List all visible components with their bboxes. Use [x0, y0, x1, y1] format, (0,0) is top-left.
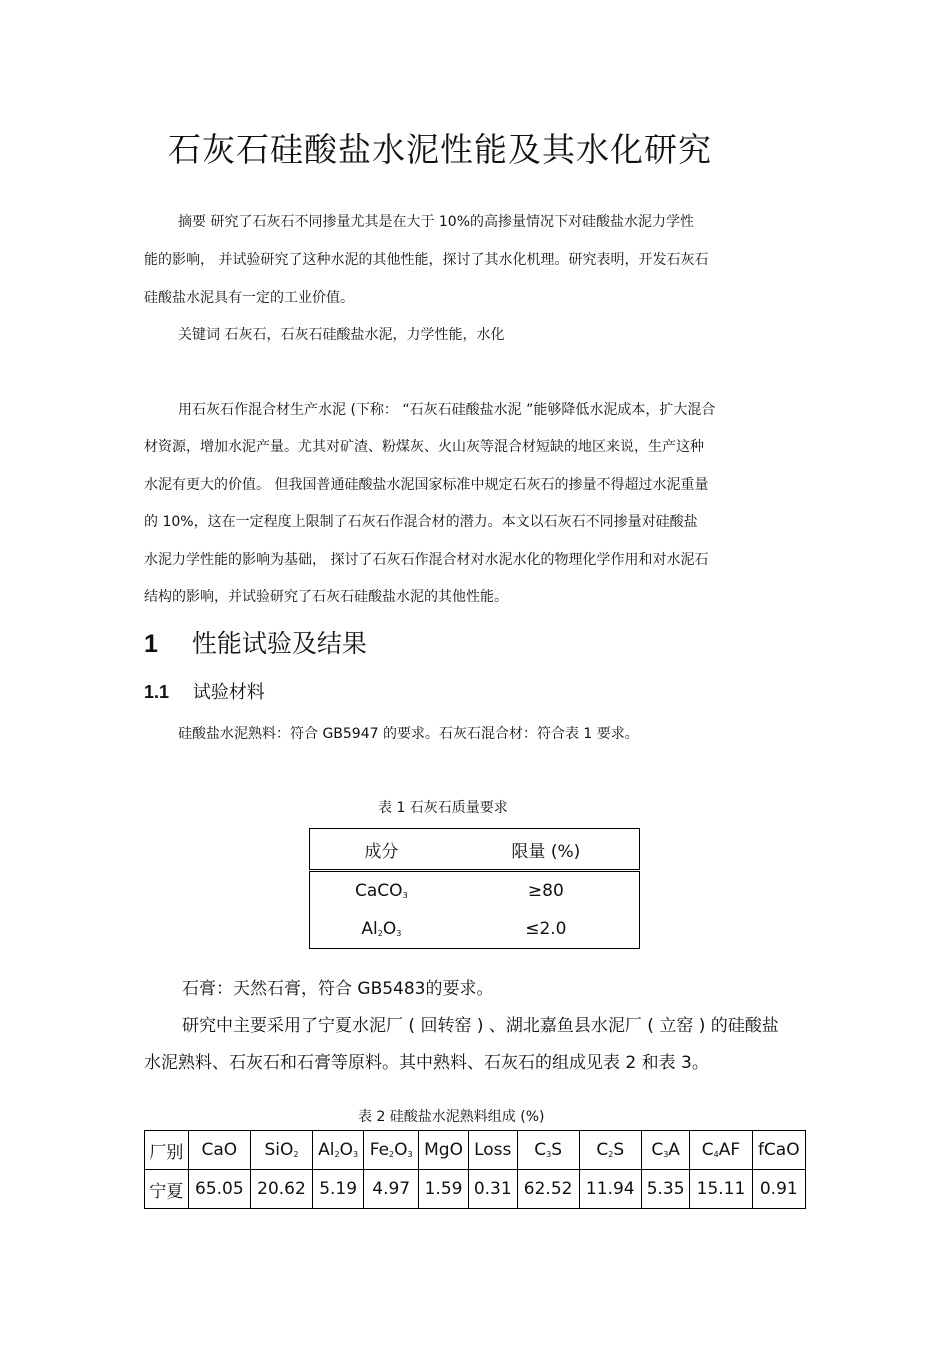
table-2-header-cell: $Fe_2O_3$ — [364, 1131, 419, 1170]
table-2-caption: 表 2 硅酸盐水泥熟料组成 (%) — [358, 1109, 545, 1125]
table-2-header-cell: $C_3S$ — [517, 1131, 579, 1170]
gypsum-text: 石膏：天然石膏，符合 GB5483的要求。 — [182, 979, 494, 999]
paper-title: 石灰石硅酸盐水泥性能及其水化研究 — [168, 130, 712, 169]
table-2-cell: 1.59 — [419, 1170, 469, 1209]
intro-line-2: 材资源，增加水泥产量。尤其对矿渣、粉煤灰、火山灰等混合材短缺的地区来说，生产这种 — [144, 439, 704, 455]
table-2-header-cell: $Al_2O_3$ — [313, 1131, 364, 1170]
table-2-row — [145, 1170, 806, 1209]
table-2-cell: 15.11 — [690, 1170, 752, 1209]
intro-line-1: 用石灰石作混合材生产水泥 (下称： “石灰石硅酸盐水泥 ”能够降低水泥成本，扩大混合 — [178, 402, 716, 418]
table-2-cell: 5.35 — [641, 1170, 690, 1209]
section-1-1-number: 1.1 — [144, 682, 170, 702]
section-1-number: 1 — [144, 630, 158, 658]
table-1-cell: ≤2.0 — [525, 919, 567, 939]
table-2-header-cell: $C_3A$ — [641, 1131, 690, 1170]
table-2-cell: 0.91 — [752, 1170, 805, 1209]
abstract-line-1: 摘要 研究了石灰石不同掺量尤其是在大于 10%的高掺量情况下对硅酸盐水泥力学性 — [178, 214, 695, 230]
research-line-2: 水泥熟料、石灰石和石膏等原料。其中熟料、石灰石的组成见表 2 和表 3。 — [144, 1053, 709, 1073]
materials-text: 硅酸盐水泥熟料：符合 GB5947 的要求。石灰石混合材：符合表 1 要求。 — [178, 726, 639, 742]
abstract-line-2: 能的影响， 并试验研究了这种水泥的其他性能，探讨了其水化机理。研究表明，开发石灰石 — [144, 252, 709, 268]
section-1-1-title: 试验材料 — [192, 682, 265, 703]
keywords: 关键词 石灰石，石灰石硅酸盐水泥，力学性能，水化 — [178, 327, 505, 343]
section-1-1-heading — [144, 681, 265, 704]
table-2-cell: 20.62 — [250, 1170, 312, 1209]
table-2-cell: 62.52 — [517, 1170, 579, 1209]
table-2-header-cell: CaO — [188, 1131, 250, 1170]
table-2-header-row — [145, 1131, 806, 1170]
intro-line-6: 结构的影响，并试验研究了石灰石硅酸盐水泥的其他性能。 — [144, 589, 508, 605]
table-2-cell: 65.05 — [188, 1170, 250, 1209]
intro-line-4: 的 10%，这在一定程度上限制了石灰石作混合材的潜力。本文以石灰石不同掺量对硅酸盐 — [144, 514, 698, 530]
abstract-line-3: 硅酸盐水泥具有一定的工业价值。 — [144, 290, 354, 306]
table-2-cell: 11.94 — [579, 1170, 641, 1209]
table-1-header-cell: 成分 — [310, 829, 453, 871]
intro-line-5: 水泥力学性能的影响为基础， 探讨了石灰石作混合材对水泥水化的物理化学作用和对水泥石 — [144, 552, 709, 568]
table-2-header-cell: $C_2S$ — [579, 1131, 641, 1170]
section-1-title: 性能试验及结果 — [191, 629, 367, 658]
table-1-cell: $Al_2O_3$ — [361, 919, 402, 939]
table-1-row — [310, 871, 640, 911]
research-line-1: 研究中主要采用了宁夏水泥厂 ( 回转窑 ) 、湖北嘉鱼县水泥厂 ( 立窑 ) 的硅酸盐 — [182, 1016, 779, 1036]
table-2-header-cell: MgO — [419, 1131, 469, 1170]
table-1-header-row — [310, 829, 640, 871]
table-1-cell: ≥80 — [527, 881, 564, 901]
table-1-caption: 表 1 石灰石质量要求 — [378, 800, 508, 816]
table-1-cell: CaCO$_3$ — [355, 881, 408, 901]
table-2 — [144, 1130, 806, 1209]
table-1 — [309, 828, 640, 949]
table-2-header-cell: $C_4AF$ — [690, 1131, 752, 1170]
table-2-header-cell: fCaO — [752, 1131, 805, 1170]
table-2-cell: 0.31 — [468, 1170, 517, 1209]
table-1-header-cell: 限量 (%) — [453, 829, 640, 871]
section-1-heading — [144, 629, 367, 659]
table-2-header-cell: Loss — [468, 1131, 517, 1170]
table-2-cell: 5.19 — [313, 1170, 364, 1209]
table-1-row — [310, 910, 640, 949]
table-2-cell: 宁夏 — [145, 1170, 189, 1209]
intro-line-3: 水泥有更大的价值。 但我国普通硅酸盐水泥国家标准中规定石灰石的掺量不得超过水泥重量 — [144, 477, 709, 493]
table-2-header-cell: SiO$_2$ — [250, 1131, 312, 1170]
table-2-header-cell: 厂别 — [145, 1131, 189, 1170]
table-2-cell: 4.97 — [364, 1170, 419, 1209]
